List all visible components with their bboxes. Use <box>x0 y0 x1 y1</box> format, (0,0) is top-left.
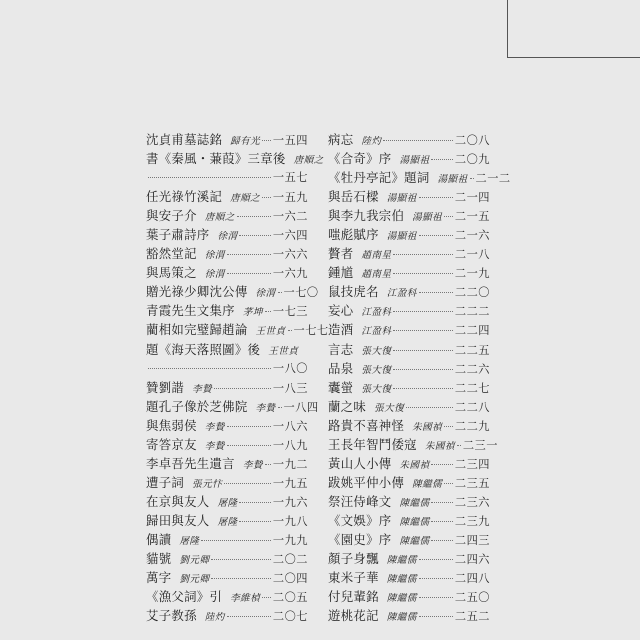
entry-title: 偶讀 <box>146 531 172 547</box>
toc-column-left <box>146 130 329 625</box>
entry-page-number: 二三四 <box>454 457 490 471</box>
toc-entry <box>328 568 490 587</box>
entry-page-number: 一八九 <box>272 438 308 452</box>
dot-leader <box>393 350 453 351</box>
entry-title: 題孔子像於芝佛院 <box>146 398 248 414</box>
entry-page-number: 一六二 <box>272 210 308 224</box>
dot-leader <box>262 197 271 198</box>
entry-page-number: 一五九 <box>272 191 308 205</box>
dot-leader <box>444 426 453 427</box>
entry-author: 陳繼儒 <box>386 574 417 586</box>
toc-entry <box>328 606 490 625</box>
entry-page-number: 一七〇 <box>283 286 319 300</box>
dot-leader <box>265 464 271 465</box>
entry-page-number: 二一九 <box>454 267 490 281</box>
entry-title: 豁然堂記 <box>146 246 197 262</box>
dot-leader <box>419 235 453 236</box>
entry-author: 江盈科 <box>361 326 392 338</box>
entry-author: 唐順之 <box>204 212 235 224</box>
toc-entry <box>328 130 490 149</box>
entry-title: 寄答京友 <box>146 436 197 452</box>
entry-author: 陳繼儒 <box>386 593 417 605</box>
entry-page-number: 二〇八 <box>454 134 490 147</box>
toc-entry <box>328 435 498 454</box>
entry-author: 李贄 <box>192 383 213 395</box>
toc-entry <box>328 301 490 320</box>
entry-title: 鍾馗 <box>328 265 354 281</box>
toc-entry <box>146 397 319 416</box>
entry-author: 李贄 <box>204 440 225 452</box>
dot-leader <box>419 292 453 293</box>
dot-leader <box>393 330 453 331</box>
dot-leader <box>431 159 452 160</box>
entry-page-number: 二二五 <box>454 343 490 357</box>
entry-title: 黃山人小傳 <box>328 455 392 471</box>
entry-page-number: 二四三 <box>454 533 490 547</box>
entry-author: 唐順之 <box>293 155 324 167</box>
entry-page-number: 二一五 <box>454 210 490 224</box>
entry-title: 貓號 <box>146 551 172 567</box>
entry-author: 陸灼 <box>361 136 382 147</box>
dot-leader <box>224 483 271 484</box>
toc-entry <box>328 397 490 416</box>
entry-title: 在京與友人 <box>146 493 210 509</box>
toc-entry <box>328 492 490 511</box>
toc-entry <box>328 320 490 339</box>
toc-entry <box>146 320 329 339</box>
entry-page-number: 二二二 <box>454 305 490 319</box>
entry-page-number: 二二七 <box>454 381 490 395</box>
entry-page-number: 一八三 <box>272 381 308 395</box>
entry-title: 妄心 <box>328 303 354 319</box>
entry-title: 言志 <box>328 341 354 357</box>
entry-page-number: 二一四 <box>454 191 490 205</box>
toc-entry <box>146 244 308 263</box>
entry-title: 贊劉諧 <box>146 379 185 395</box>
entry-author: 屠隆 <box>217 516 238 528</box>
toc-entry <box>146 225 308 244</box>
toc-entry <box>328 378 490 397</box>
entry-title: 王長年智鬥倭寇 <box>328 436 417 452</box>
dot-leader <box>227 273 271 274</box>
entry-title: 青霞先生文集序 <box>146 303 235 319</box>
entry-author: 歸有光 <box>230 136 261 147</box>
toc-entry <box>328 149 490 168</box>
entry-author: 趙南星 <box>361 269 392 281</box>
entry-title: 任光祿竹溪記 <box>146 189 223 205</box>
entry-title: 沈貞甫墓誌銘 <box>146 132 223 147</box>
entry-title: 與岳石樑 <box>328 189 379 205</box>
entry-title: 東米子華 <box>328 570 379 586</box>
toc-entry <box>328 168 511 187</box>
entry-author: 李維楨 <box>230 593 261 605</box>
toc-entry <box>146 606 308 625</box>
entry-title: 遭子詞 <box>146 474 185 490</box>
toc-entry <box>328 359 490 378</box>
entry-title: 贈光祿少卿沈公傳 <box>146 284 248 300</box>
toc-entry <box>146 206 308 225</box>
dot-leader <box>419 578 453 579</box>
entry-author: 王世貞 <box>268 345 299 357</box>
entry-title: 萬字 <box>146 570 172 586</box>
entry-page-number: 二一二 <box>475 172 511 186</box>
dot-leader <box>431 464 452 465</box>
toc-entry <box>146 187 308 206</box>
entry-author: 張大復 <box>374 402 405 414</box>
toc-entry <box>146 416 308 435</box>
dot-leader <box>278 407 282 408</box>
toc-entry <box>146 359 308 378</box>
toc-entry <box>146 282 319 301</box>
entry-page-number: 二二六 <box>454 362 490 376</box>
toc-entry <box>328 244 490 263</box>
entry-page-number: 二〇四 <box>272 572 308 586</box>
entry-title: 《漁父詞》引 <box>146 589 223 605</box>
entry-author: 張大復 <box>361 345 392 357</box>
toc-entry <box>328 549 490 568</box>
entry-page-number: 一九二 <box>272 457 308 471</box>
dot-leader <box>393 311 453 312</box>
toc-entry <box>146 301 308 320</box>
dot-leader <box>227 445 271 446</box>
entry-page-number: 一六九 <box>272 267 308 281</box>
toc-entry <box>328 587 490 606</box>
toc-entry <box>146 530 308 549</box>
dot-leader <box>227 616 271 617</box>
entry-title: 跋姚平仲小傳 <box>328 474 405 490</box>
entry-title: 歸田與友人 <box>146 512 210 528</box>
entry-title: 囊螢 <box>328 379 354 395</box>
dot-leader <box>211 578 271 579</box>
entry-author: 湯顯祖 <box>386 193 417 205</box>
toc-entry <box>328 263 490 282</box>
entry-title: 祭汪侍峰文 <box>328 493 392 509</box>
entry-title: 鼠技虎名 <box>328 284 379 300</box>
entry-author: 李贄 <box>242 459 263 471</box>
entry-page-number: 二〇五 <box>272 591 308 605</box>
entry-author: 王世貞 <box>255 326 286 338</box>
toc-entry <box>146 568 308 587</box>
entry-author: 陸灼 <box>204 612 225 624</box>
entry-author: 湯顯祖 <box>437 174 468 186</box>
entry-title: 病忘 <box>328 132 354 147</box>
corner-rule-horizontal <box>507 57 640 58</box>
entry-title: 蘭之味 <box>328 398 367 414</box>
toc-entry <box>146 587 308 606</box>
dot-leader <box>457 445 461 446</box>
dot-leader <box>383 140 453 141</box>
entry-author: 徐渭 <box>204 250 225 262</box>
entry-title: 顏子身飄 <box>328 551 379 567</box>
entry-author: 徐渭 <box>255 288 276 300</box>
entry-title: 李卓吾先生遺言 <box>146 455 235 471</box>
corner-rule-vertical <box>507 0 508 58</box>
entry-author: 李贄 <box>255 402 276 414</box>
dot-leader <box>239 235 270 236</box>
toc-entry <box>328 225 490 244</box>
dot-leader <box>393 273 453 274</box>
entry-title: 與焦弱侯 <box>146 417 197 433</box>
entry-title: 艾子教孫 <box>146 608 197 624</box>
entry-title: 《牡丹亭記》題詞 <box>328 170 430 186</box>
dot-leader <box>393 254 453 255</box>
toc-entry <box>146 378 308 397</box>
entry-author: 陳繼儒 <box>412 478 443 490</box>
entry-author: 唐順之 <box>230 193 261 205</box>
entry-page-number: 二五二 <box>454 610 490 624</box>
entry-author: 劉元卿 <box>179 574 210 586</box>
toc-entry <box>146 511 308 530</box>
entry-page-number: 二二九 <box>454 419 490 433</box>
entry-title: 葉子肅詩序 <box>146 227 210 243</box>
toc-entry <box>146 168 308 187</box>
entry-author: 江盈科 <box>386 288 417 300</box>
entry-author: 朱國禎 <box>399 459 430 471</box>
entry-title: 藺相如完璧歸趙論 <box>146 322 248 338</box>
dot-leader <box>444 216 453 217</box>
entry-page-number: 一七七 <box>293 324 329 338</box>
dot-leader <box>431 540 452 541</box>
entry-author: 茅坤 <box>242 307 263 319</box>
entry-page-number: 一九五 <box>272 476 308 490</box>
entry-page-number: 二三一 <box>462 438 498 452</box>
entry-author: 張元忭 <box>192 478 223 490</box>
entry-author: 湯顯祖 <box>386 231 417 243</box>
dot-leader <box>288 330 292 331</box>
entry-page-number: 一六六 <box>272 248 308 262</box>
toc-entry <box>328 511 490 530</box>
dot-leader <box>148 368 271 369</box>
toc-entry <box>328 340 490 359</box>
dot-leader <box>227 254 271 255</box>
dot-leader <box>393 369 453 370</box>
entry-title: 題《海天落照圖》後 <box>146 341 261 357</box>
dot-leader <box>239 521 270 522</box>
entry-page-number: 二四六 <box>454 553 490 567</box>
toc-column-right <box>328 130 511 625</box>
entry-author: 李贄 <box>204 421 225 433</box>
dot-leader <box>237 216 271 217</box>
entry-page-number: 二一六 <box>454 229 490 243</box>
entry-title: 與馬策之 <box>146 265 197 281</box>
entry-author: 劉元卿 <box>179 555 210 567</box>
dot-leader <box>444 483 453 484</box>
entry-author: 張大復 <box>361 364 392 376</box>
entry-page-number: 一五七 <box>272 171 308 185</box>
entry-author: 陳繼儒 <box>386 555 417 567</box>
entry-author: 陳繼儒 <box>399 535 430 547</box>
toc-entry <box>328 416 490 435</box>
entry-title: 遊桃花記 <box>328 608 379 624</box>
entry-title: 品泉 <box>328 360 354 376</box>
dot-leader <box>227 426 271 427</box>
dot-leader <box>431 502 452 503</box>
entry-page-number: 一九六 <box>272 495 308 509</box>
entry-title: 贅者 <box>328 246 354 262</box>
entry-title: 與安子介 <box>146 208 197 224</box>
entry-title: 路貴不喜神怪 <box>328 417 405 433</box>
dot-leader <box>278 292 282 293</box>
entry-title: 《園史》序 <box>328 531 392 547</box>
dot-leader <box>406 407 453 408</box>
toc-entry <box>146 263 308 282</box>
dot-leader <box>393 388 453 389</box>
dot-leader <box>239 502 270 503</box>
entry-author: 朱國禎 <box>412 421 443 433</box>
dot-leader <box>431 521 452 522</box>
toc-entry <box>146 340 308 359</box>
entry-page-number: 二三五 <box>454 476 490 490</box>
entry-title: 付兒輩銘 <box>328 589 379 605</box>
entry-page-number: 二二四 <box>454 324 490 338</box>
entry-page-number: 一五四 <box>272 134 308 147</box>
entry-page-number: 一八四 <box>283 400 319 414</box>
dot-leader <box>419 597 453 598</box>
toc-entry <box>328 206 490 225</box>
toc-entry <box>146 473 308 492</box>
entry-page-number: 二三六 <box>454 495 490 509</box>
entry-page-number: 一八六 <box>272 419 308 433</box>
entry-author: 湯顯祖 <box>412 212 443 224</box>
toc-entry <box>328 530 490 549</box>
dot-leader <box>419 559 453 560</box>
entry-page-number: 二二八 <box>454 400 490 414</box>
toc-entry <box>328 282 490 301</box>
entry-author: 屠隆 <box>217 497 238 509</box>
dot-leader <box>214 388 271 389</box>
entry-page-number: 二四八 <box>454 572 490 586</box>
toc-entry <box>146 492 308 511</box>
entry-author: 陳繼儒 <box>386 612 417 624</box>
dot-leader <box>470 178 474 179</box>
toc-entry <box>146 149 324 168</box>
dot-leader <box>148 177 271 178</box>
dot-leader <box>419 616 453 617</box>
entry-page-number: 二一八 <box>454 248 490 262</box>
entry-page-number: 二〇七 <box>272 610 308 624</box>
toc-entry <box>328 473 490 492</box>
entry-page-number: 二五〇 <box>454 591 490 605</box>
dot-leader <box>262 597 271 598</box>
entry-author: 陳繼儒 <box>399 497 430 509</box>
dot-leader <box>419 197 453 198</box>
entry-page-number: 一九八 <box>272 514 308 528</box>
entry-author: 趙南星 <box>361 250 392 262</box>
entry-page-number: 二三九 <box>454 514 490 528</box>
entry-page-number: 二二〇 <box>454 286 490 300</box>
entry-page-number: 二〇九 <box>454 153 490 167</box>
entry-title: 《文娛》序 <box>328 512 392 528</box>
entry-page-number: 一七三 <box>272 305 308 319</box>
entry-author: 張大復 <box>361 383 392 395</box>
dot-leader <box>262 140 271 141</box>
entry-page-number: 二〇二 <box>272 553 308 567</box>
entry-author: 徐渭 <box>217 231 238 243</box>
entry-title: 《合奇》序 <box>328 151 392 167</box>
dot-leader <box>265 311 271 312</box>
toc-entry <box>328 187 490 206</box>
dot-leader <box>201 540 271 541</box>
toc-entry <box>146 130 308 149</box>
toc-entry <box>146 454 308 473</box>
entry-author: 徐渭 <box>204 269 225 281</box>
entry-author: 湯顯祖 <box>399 155 430 167</box>
dot-leader <box>211 559 271 560</box>
toc-entry <box>146 435 308 454</box>
entry-author: 屠隆 <box>179 535 200 547</box>
entry-page-number: 一九九 <box>272 533 308 547</box>
entry-title: 造酒 <box>328 322 354 338</box>
entry-author: 朱國禎 <box>424 440 455 452</box>
entry-page-number: 一八〇 <box>272 361 308 375</box>
entry-title: 書《秦風・蒹葭》三章後 <box>146 151 286 167</box>
entry-author: 陳繼儒 <box>399 516 430 528</box>
toc-entry <box>146 549 308 568</box>
entry-page-number: 一六四 <box>272 229 308 243</box>
entry-title: 與李九我宗伯 <box>328 208 405 224</box>
entry-title: 嗤彪賦序 <box>328 227 379 243</box>
entry-author: 江盈科 <box>361 307 392 319</box>
toc-entry <box>328 454 490 473</box>
